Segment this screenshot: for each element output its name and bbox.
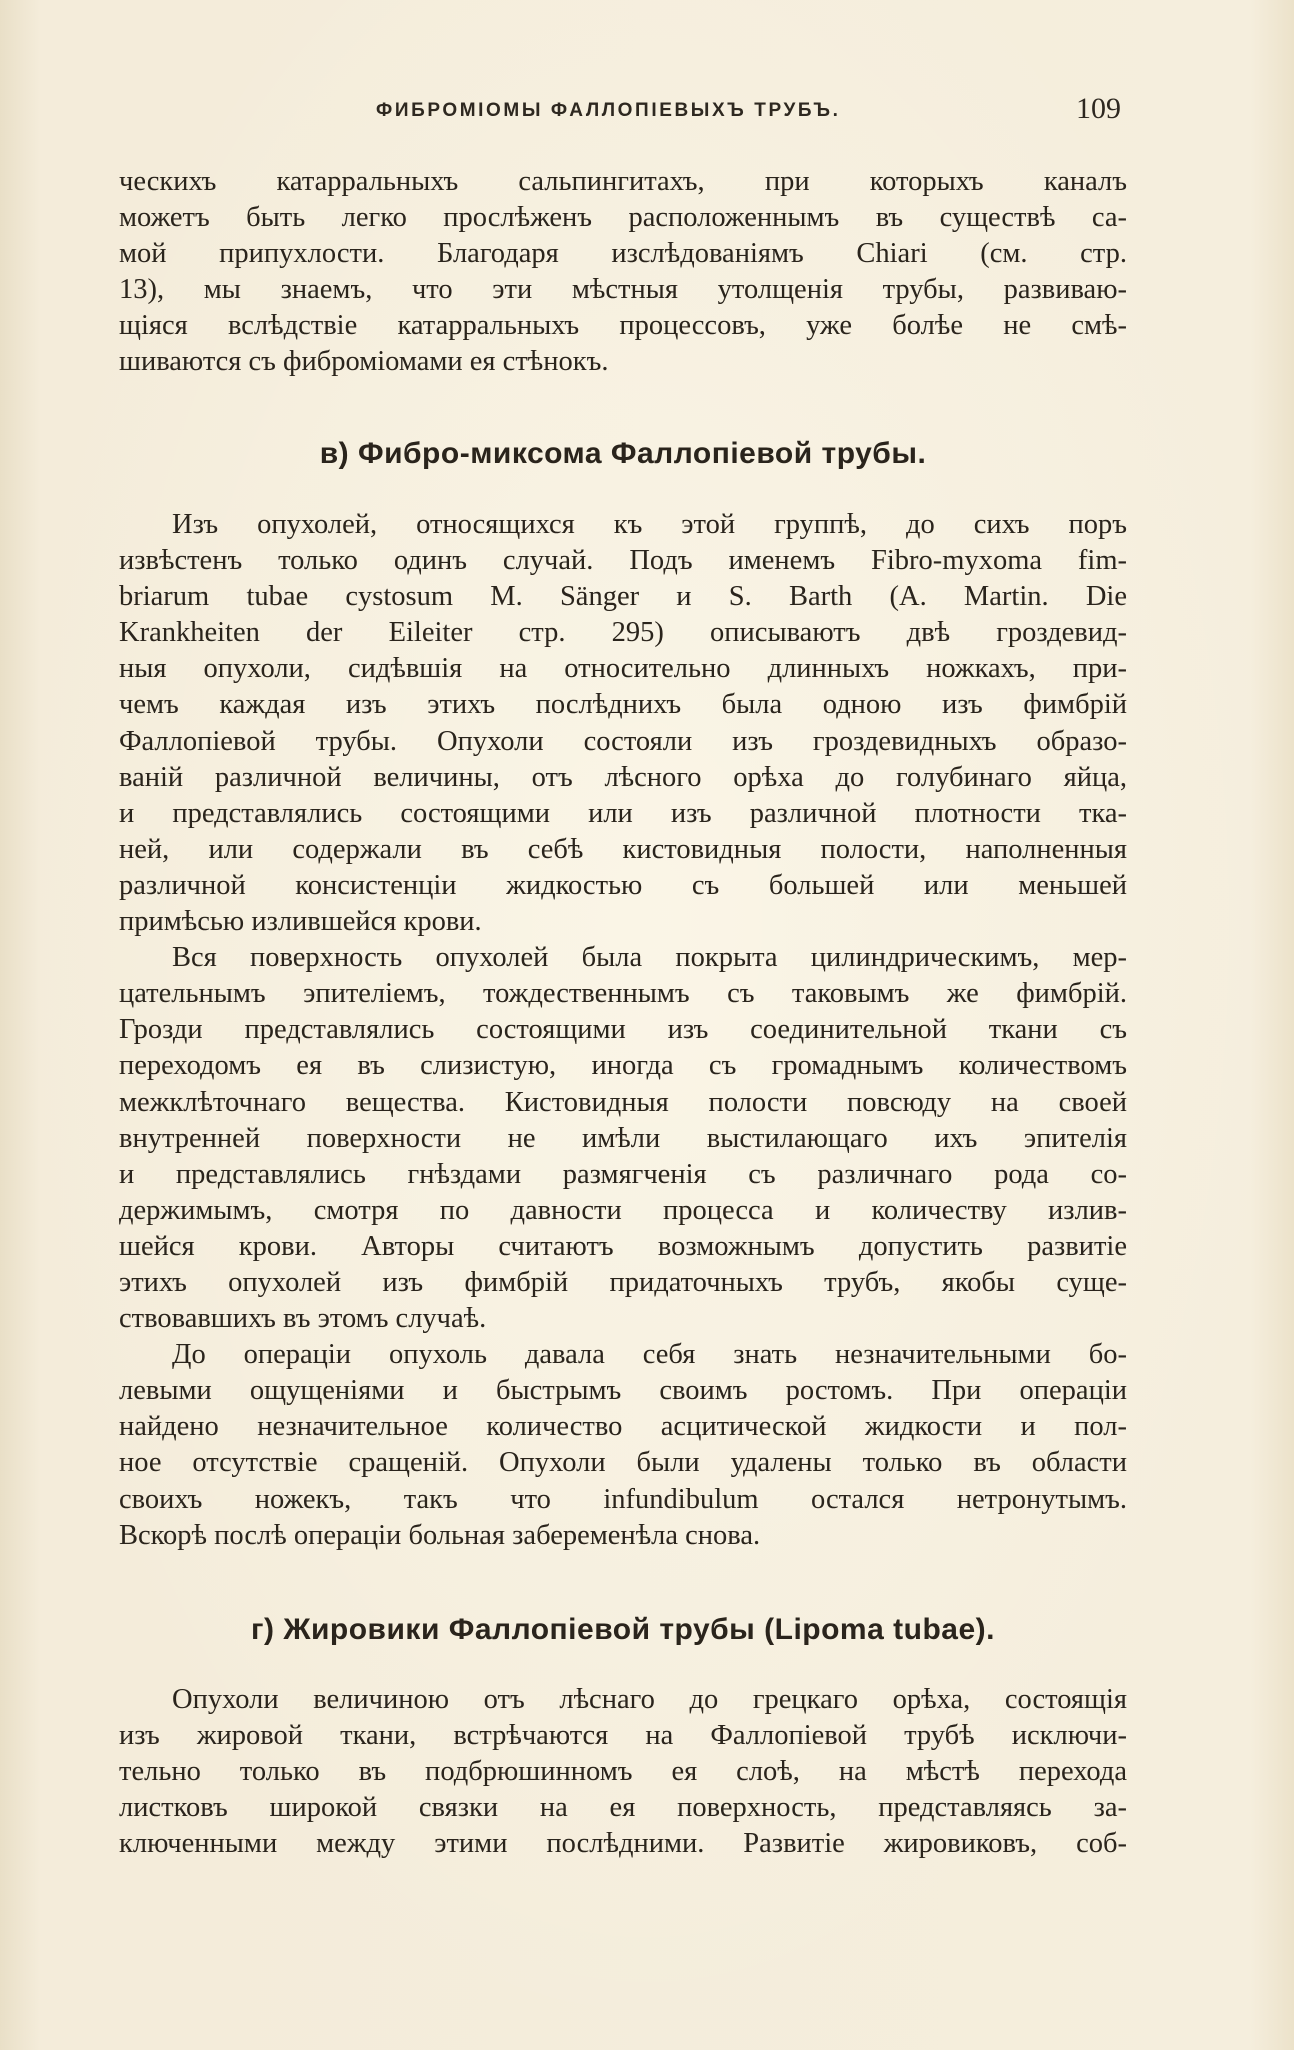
text-line: ческихъ катарральныхъ сальпингитахъ, при которыхъ каналъ (119, 166, 1127, 197)
text-line: можетъ быть легко прослѣженъ расположеннымъ въ существѣ са- (119, 202, 1127, 234)
page-header (376, 92, 1121, 136)
text-line: тельно только въ подбрюшинномъ ея слоѣ, на мѣстѣ перехода (119, 1756, 1127, 1788)
text-line: и представлялись состоящими или изъ различной плотности тка- (119, 797, 1127, 829)
running-head: ФИБРОМIОМЫ ФАЛЛОПIЕВЫХЪ ТРУБЪ. (376, 100, 841, 121)
text-line: Krankheiten der Eileiter стр. 295) описываютъ двѣ гроздевид- (119, 617, 1127, 649)
section-heading-lipoma: г) Жировики Фаллопiевой трубы (Lipoma tubae). (251, 1613, 995, 1646)
text-line: ней, или содержали въ себѣ кистовидныя полости, наполненныя (119, 833, 1127, 865)
paragraph-continuation (119, 164, 1127, 381)
text-line: держимымъ, смотря по давности процесса и количеству излив- (119, 1194, 1127, 1226)
text-line: До операцiи опухоль давала себя знать незначительными бо- (172, 1339, 1127, 1371)
text-line: Вся поверхность опухолей была покрыта цилиндрическимъ, мер- (172, 942, 1127, 974)
text-line: Фаллопiевой трубы. Опухоли состояли изъ гроздевидныхъ образо- (119, 725, 1127, 757)
text-line: примѣсью излившейся крови. (119, 906, 482, 938)
text-line: шиваются съ фибромiомами ея стѣнокъ. (119, 346, 609, 378)
text-line: левыми ощущенiями и быстрымъ своимъ ростомъ. При операцiи (119, 1375, 1127, 1407)
section-heading-fibromyxoma: в) Фибро-миксома Фаллопiевой трубы. (319, 437, 927, 470)
text-line: Вскорѣ послѣ операцiи больная забеременѣла снова. (119, 1519, 761, 1551)
text-line: изъ жировой ткани, встрѣчаются на Фаллопiевой трубѣ исключи- (119, 1720, 1127, 1752)
text-line: межклѣточнаго вещества. Кистовидныя полости повсюду на своей (119, 1086, 1127, 1118)
text-line: щiяся вслѣдствiе катарральныхъ процессовъ, уже болѣе не смѣ- (119, 310, 1127, 342)
text-line: briarum tubae cystosum M. Sänger и S. Barth (A. Martin. Die (119, 581, 1127, 613)
text-line: переходомъ ея въ слизистую, иногда съ громаднымъ количествомъ (119, 1050, 1127, 1082)
text-line: извѣстенъ только одинъ случай. Подъ именемъ Fibro-myxoma fim- (119, 545, 1127, 577)
text-line: цательнымъ эпителiемъ, тождественнымъ съ таковымъ же фимбрiй. (119, 978, 1127, 1010)
text-line: Изъ опухолей, относящихся къ этой группѣ, до сихъ поръ (172, 509, 1127, 540)
text-line: ванiй различной величины, отъ лѣсного орѣха до голубинаго яйца, (119, 761, 1127, 793)
text-line: ствовавшихъ въ этомъ случаѣ. (119, 1303, 487, 1335)
text-line: различной консистенцiи жидкостью съ большей или меньшей (119, 869, 1127, 901)
page-number: 109 (1076, 92, 1121, 125)
section-v-body (119, 507, 1127, 1554)
section-g-body (119, 1682, 1127, 1862)
text-line: своихъ ножекъ, такъ что infundibulum остался нетронутымъ. (119, 1483, 1127, 1515)
text-line: внутренней поверхности не имѣли выстилающаго ихъ эпителiя (119, 1122, 1127, 1154)
text-line: листковъ широкой связки на ея поверхность, представляясь за- (119, 1792, 1127, 1824)
text-line: и представлялись гнѣздами размягченiя съ различнаго рода со- (119, 1158, 1127, 1190)
text-line: чемъ каждая изъ этихъ послѣднихъ была одною изъ фимбрiй (119, 689, 1127, 721)
text-line: этихъ опухолей изъ фимбрiй придаточныхъ трубъ, якобы суще- (119, 1266, 1127, 1298)
text-line: найдено незначительное количество асцитической жидкости и пол- (119, 1411, 1127, 1443)
text-line: 13), мы знаемъ, что эти мѣстныя утолщенiя трубы, развиваю- (119, 274, 1127, 306)
text-line: Грозди представлялись состоящими изъ соединительной ткани съ (119, 1014, 1127, 1046)
text-line: Опухоли величиною отъ лѣснаго до грецкаго орѣха, состоящiя (172, 1684, 1127, 1715)
text-line: мой припухлости. Благодаря изслѣдованiямъ Chiari (см. стр. (119, 238, 1127, 270)
text-line: ное отсутствiе сращенiй. Опухоли были удалены только въ области (119, 1447, 1127, 1479)
text-line: ключенными между этими послѣдними. Развитiе жировиковъ, соб- (119, 1828, 1127, 1860)
text-line: ныя опухоли, сидѣвшiя на относительно длинныхъ ножкахъ, при- (119, 653, 1127, 685)
text-line: шейся крови. Авторы считаютъ возможнымъ допустить развитiе (119, 1230, 1127, 1262)
